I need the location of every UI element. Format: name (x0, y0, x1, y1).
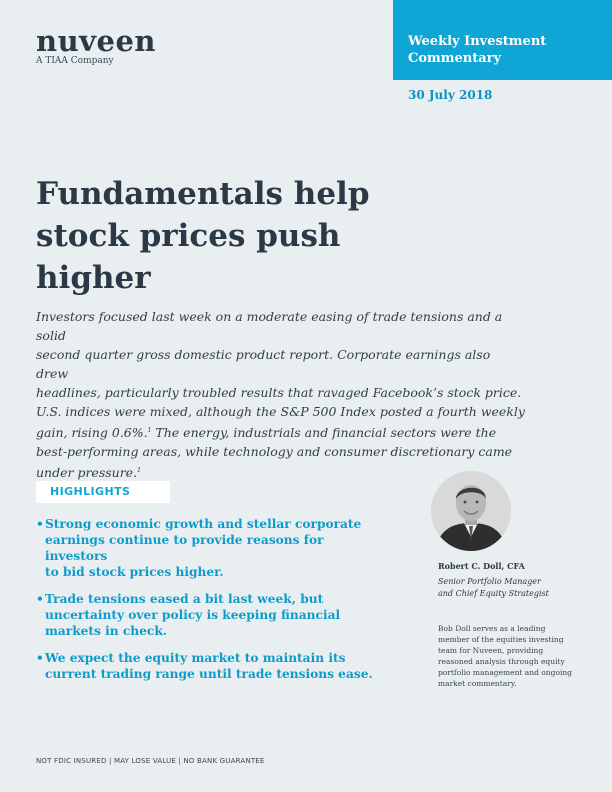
nuveen-logo (36, 26, 156, 66)
title-line-1: Fundamentals help (36, 176, 370, 212)
footnote-ref: 1 (147, 427, 152, 434)
highlight-line: Trade tensions eased a bit last week, but (45, 592, 324, 606)
bullet-icon: • (36, 651, 44, 665)
author-role (438, 576, 588, 600)
banner-line-2: Commentary (408, 51, 502, 66)
author-bio (438, 623, 588, 689)
bullet-icon: • (36, 517, 44, 531)
highlight-line: to bid stock prices higher. (45, 565, 224, 579)
banner-line-1: Weekly Investment (408, 34, 547, 49)
intro-line-6: best-performing areas, while technology and consumer discretionary came (36, 444, 513, 460)
author-avatar (431, 471, 511, 551)
author-bio-line: reasoned analysis through equity (438, 657, 565, 666)
title-line-3: higher (36, 260, 151, 296)
bullet-icon: • (36, 592, 44, 606)
author-bio-line: market commentary. (438, 679, 517, 688)
intro-line-7a: under pressure. (36, 465, 138, 481)
author-portrait-icon (431, 471, 511, 551)
author-role-line-2: and Chief Equity Strategist (438, 589, 549, 598)
highlight-line: markets in check. (45, 624, 168, 638)
intro-line-2: second quarter gross domestic product report. Corporate earnings also drew (36, 347, 491, 381)
author-bio-line: portfolio management and ongoing (438, 668, 572, 677)
highlight-line: earnings continue to provide reasons for investors (45, 533, 324, 563)
brand-name: nuveen (36, 24, 157, 58)
highlight-item (36, 516, 388, 580)
intro-line-3: headlines, particularly troubled results that ravaged Facebook’s stock price. (36, 385, 522, 400)
highlight-line: We expect the equity market to maintain its (45, 651, 346, 665)
author-bio-line: Bob Doll serves as a leading (438, 624, 546, 633)
brand-tagline: A TIAA Company (36, 56, 114, 66)
highlight-line: uncertainty over policy is keeping financial (45, 608, 341, 622)
highlight-item (36, 591, 388, 639)
highlights-list (36, 516, 388, 693)
page-title (36, 173, 396, 299)
intro-line-5 (36, 421, 526, 442)
footnote-ref: 1 (137, 467, 141, 475)
intro-line-5b: The energy, industrials and financial sectors were the (155, 425, 497, 441)
highlight-line: Strong economic growth and stellar corporate (45, 517, 362, 531)
title-line-2: stock prices push (36, 218, 341, 254)
disclaimer-footer: NOT FDIC INSURED | MAY LOSE VALUE | NO BANK GUARANTEE (36, 757, 265, 765)
intro-paragraph (36, 307, 526, 482)
intro-line-1: Investors focused last week on a moderate easing of trade tensions and a solid (36, 309, 503, 343)
author-name: Robert C. Doll, CFA (438, 561, 525, 571)
highlight-line: current trading range until trade tensions ease. (45, 667, 373, 681)
author-role-line-1: Senior Portfolio Manager (438, 577, 541, 586)
highlights-heading: HIGHLIGHTS (36, 481, 170, 503)
author-bio-line: member of the equities investing (438, 635, 564, 644)
commentary-banner (393, 0, 612, 80)
intro-line-4: U.S. indices were mixed, although the S&P 500 Index posted a fourth weekly (36, 404, 525, 419)
highlight-item (36, 650, 388, 682)
publication-date: 30 July 2018 (408, 88, 493, 102)
author-bio-line: team for Nuveen, providing (438, 646, 544, 655)
intro-line-5a: gain, rising 0.6%. (36, 425, 148, 441)
